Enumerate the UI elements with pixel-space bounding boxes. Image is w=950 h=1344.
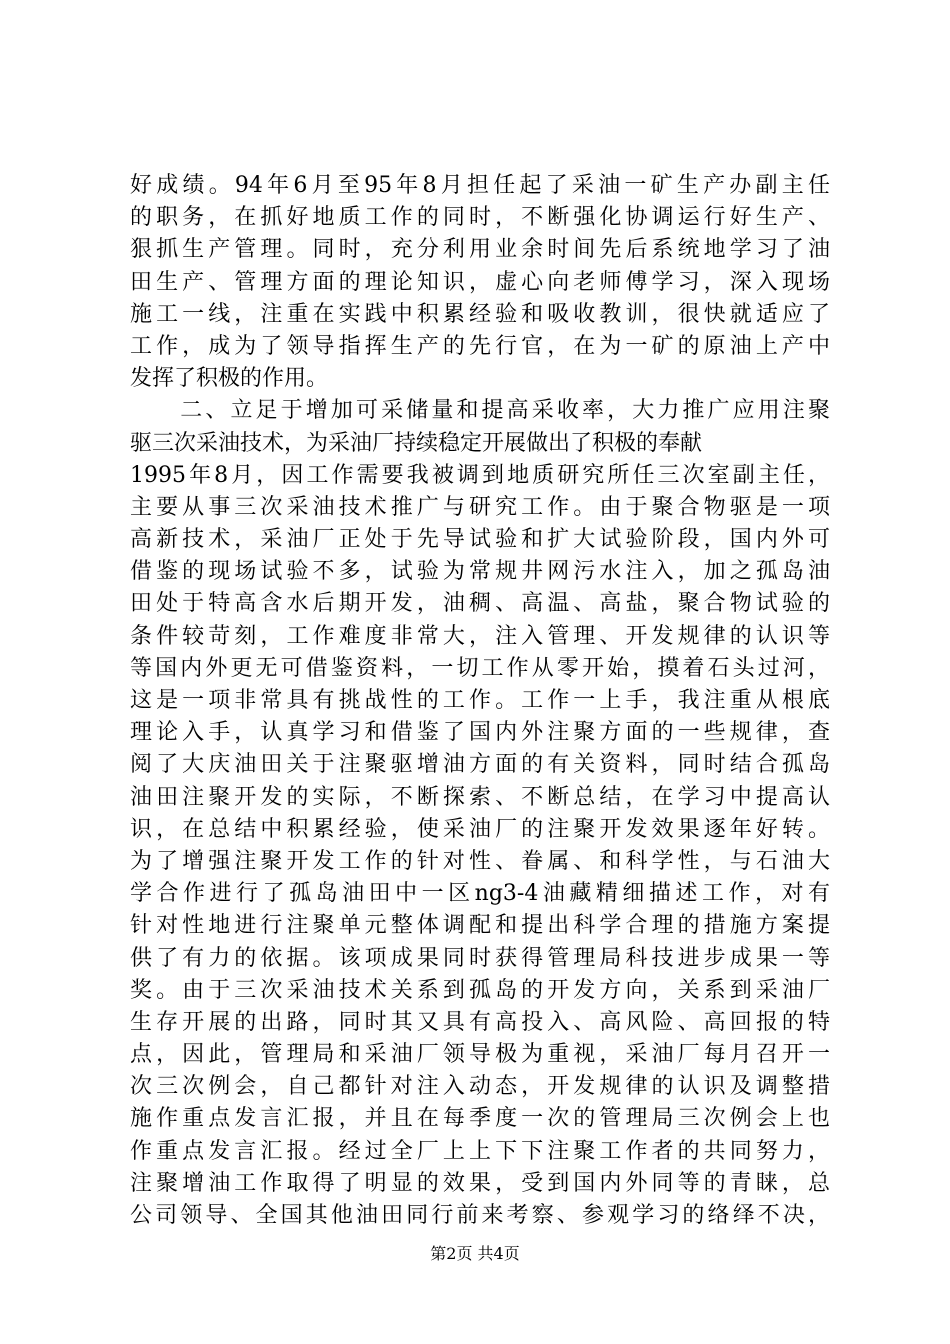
section-heading-line: 驱三次采油技术，为采油厂持续稳定开展做出了积极的奉献 [130,430,703,456]
text-line: 的职务，在抓好地质工作的同时，不断强化协调运行好生产、 [130,205,830,231]
text-line: 工作，成为了领导指挥生产的先行官，在为一矿的原油上产中 [130,333,830,359]
text-line: 主要从事三次采油技术推广与研究工作。由于聚合物驱是一项 [130,494,830,520]
body-text [130,170,830,1232]
text-line: 等国内外更无可借鉴资料，一切工作从零开始，摸着石头过河， [130,655,830,681]
text-line: 发挥了积极的作用。 [130,366,329,392]
text-line: 油田注聚开发的实际，不断探索、不断总结，在学习中提高认 [130,784,830,810]
text-line: 注聚增油工作取得了明显的效果，受到国内外同等的青睐，总 [130,1170,830,1196]
text-line: 次三次例会，自己都针对注入动态，开发规律的认识及调整措 [130,1074,830,1100]
text-line: 田处于特高含水后期开发，油稠、高温、高盐，聚合物试验的 [130,591,830,617]
text-line: 为了增强注聚开发工作的针对性、眷属、和科学性，与石油大 [130,848,830,874]
text-line: 借鉴的现场试验不多，试验为常规井网污水注入，加之孤岛油 [130,559,830,585]
text-line: 狠抓生产管理。同时，充分利用业余时间先后系统地学习了油 [130,237,830,263]
text-line: 作重点发言汇报。经过全厂上上下下注聚工作者的共同努力， [130,1138,830,1164]
text-line: 学合作进行了孤岛油田中一区ng3-4油藏精细描述工作，对有 [130,881,830,907]
text-line: 识，在总结中积累经验，使采油厂的注聚开发效果逐年好转。 [130,816,830,842]
text-line: 施作重点发言汇报，并且在每季度一次的管理局三次例会上也 [130,1106,830,1132]
text-line: 理论入手，认真学习和借鉴了国内外注聚方面的一些规律，查 [130,720,830,746]
text-line: 1995年8月，因工作需要我被调到地质研究所任三次室副主任， [130,462,830,488]
text-line: 条件较苛刻，工作难度非常大，注入管理、开发规律的认识等 [130,623,830,649]
text-line: 这是一项非常具有挑战性的工作。工作一上手，我注重从根底 [130,688,830,713]
text-line: 针对性地进行注聚单元整体调配和提出科学合理的措施方案提 [130,913,830,939]
text-line: 阅了大庆油田关于注聚驱增油方面的有关资料，同时结合孤岛 [130,752,830,778]
text-line: 公司领导、全国其他油田同行前来考察、参观学习的络绎不决， [130,1203,830,1228]
text-line: 生存开展的出路，同时其又具有高投入、高风险、高回报的特 [130,1009,830,1035]
section-heading-line: 二、立足于增加可采储量和提高采收率，大力推广应用注聚 [130,398,830,424]
text-line: 高新技术，采油厂正处于先导试验和扩大试验阶段，国内外可 [130,527,830,553]
text-line: 供了有力的依据。该项成果同时获得管理局科技进步成果一等 [130,945,830,971]
text-line: 奖。由于三次采油技术关系到孤岛的开发方向，关系到采油厂 [130,977,830,1003]
text-line: 点，因此，管理局和采油厂领导极为重视，采油厂每月召开一 [130,1042,830,1068]
text-line: 好成绩。94年6月至95年8月担任起了采油一矿生产办副主任 [130,173,830,198]
page-number-footer: 第2页 共4页 [430,1244,520,1263]
text-line: 施工一线，注重在实践中积累经验和吸收教训，很快就适应了 [130,301,830,327]
text-line: 田生产、管理方面的理论知识，虚心向老师傅学习，深入现场 [130,269,830,295]
